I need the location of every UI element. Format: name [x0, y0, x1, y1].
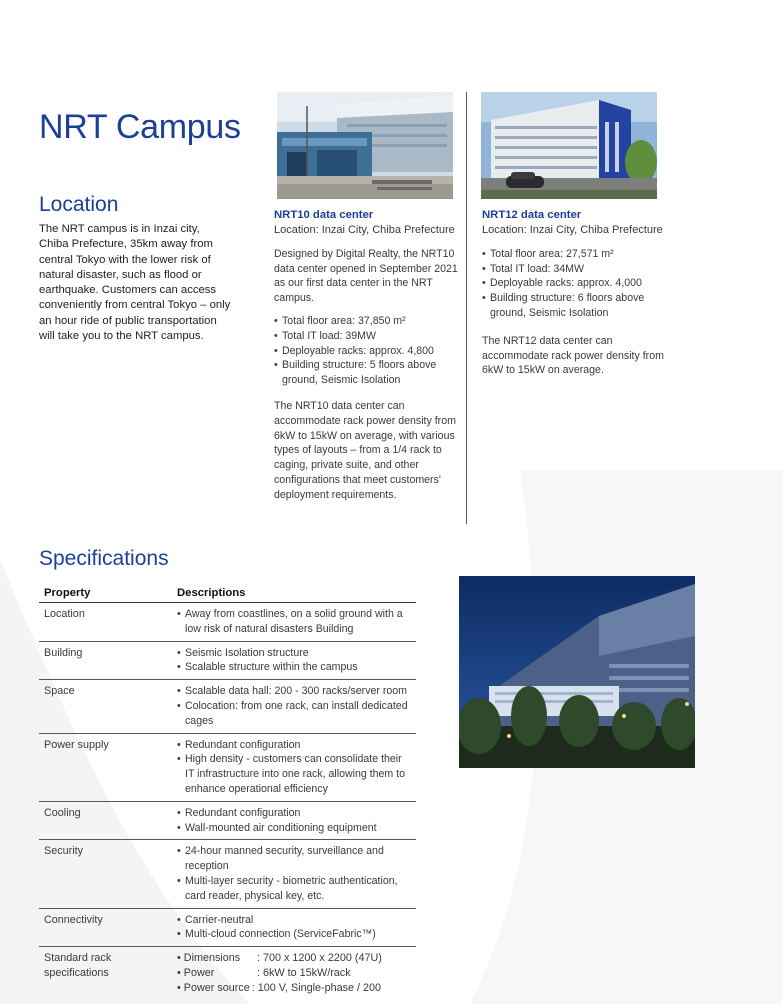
column-header-property: Property — [39, 585, 172, 603]
nrt10-photo — [277, 92, 453, 199]
list-item: • Deployable racks: approx. 4,800 — [274, 344, 459, 359]
list-item: • Multi-layer security - biometric authentication, card reader, physical key, etc. — [177, 874, 411, 904]
description-list — [177, 844, 411, 903]
specifications-table — [39, 585, 416, 1000]
location-text: The NRT campus is in Inzai city, Chiba Prefecture, 35km away from central Tokyo with the lower risk of natural disaster, such as flood or earthquake. Customers can access conveniently from central Tokyo – only an hour ride of public transportation will take you to the NRT campus. — [39, 223, 231, 343]
property-cell: Space — [39, 680, 172, 733]
description-list — [177, 738, 411, 797]
list-item: • Redundant configuration — [177, 806, 411, 821]
property-cell: Cooling — [39, 801, 172, 840]
list-item: • Total IT load: 34MW — [482, 262, 672, 277]
rack-power-source: • Power source : 100 V, Single-phase / 200 — [177, 981, 382, 994]
description-list — [177, 646, 411, 676]
property-cell: Connectivity — [39, 908, 172, 947]
list-item: • Seismic Isolation structure — [177, 646, 411, 661]
property-cell: Security — [39, 840, 172, 908]
list-item: • Colocation: from one rack, can install dedicated cages — [177, 699, 411, 729]
nrt10-closing: The NRT10 data center can accommodate rack power density from 6kW to 15kW on average, with various types of layouts – from a 1/4 rack to caging, private suite, and other configurations that meet customers' deployment requirements. — [274, 399, 456, 501]
rack-power-source-label: Power source — [183, 981, 250, 994]
property-cell: Building — [39, 641, 172, 680]
table-header-row — [39, 585, 416, 603]
column-header-descriptions: Descriptions — [172, 585, 416, 603]
nrt12-column — [482, 208, 672, 378]
rack-dimensions-value: : 700 x 1200 x 2200 (47U) — [257, 952, 382, 965]
table-row — [39, 840, 416, 908]
nrt12-title: NRT12 data center — [482, 209, 582, 221]
page-title: NRT Campus — [39, 108, 241, 146]
list-item: • 24-hour manned security, surveillance and reception — [177, 844, 411, 874]
nrt12-bullets — [482, 247, 672, 321]
rack-dimensions: • Dimensions : 700 x 1200 x 2200 (47U) — [177, 952, 382, 965]
specifications-heading: Specifications — [39, 547, 169, 570]
list-item: • Total floor area: 27,571 m² — [482, 247, 672, 262]
description-cell — [172, 641, 416, 680]
rack-power-value: : 6kW to 15kW/rack — [257, 966, 351, 979]
campus-night-photo — [459, 576, 695, 768]
list-item: • Scalable structure within the campus — [177, 660, 411, 675]
description-list — [177, 913, 411, 943]
description-cell — [172, 733, 416, 801]
specifications-body — [39, 603, 416, 947]
rack-dimensions-label: Dimensions — [183, 952, 241, 965]
list-item: • Redundant configuration — [177, 738, 411, 753]
property-cell: Standard rack specifications — [44, 952, 112, 979]
location-heading: Location — [39, 193, 119, 216]
table-row — [39, 947, 416, 1000]
list-item: • Total floor area: 37,850 m² — [274, 314, 459, 329]
table-row — [39, 801, 416, 840]
nrt12-closing: The NRT12 data center can accommodate rack power density from 6kW to 15kW on average. — [482, 334, 664, 377]
nrt10-location: Location: Inzai City, Chiba Prefecture — [274, 224, 455, 236]
list-item: • Wall-mounted air conditioning equipment — [177, 821, 411, 836]
description-list — [177, 806, 411, 836]
description-cell — [172, 840, 416, 908]
list-item: • High density - customers can consolidate their IT infrastructure into one rack, allowing them to enhance operational efficiency — [177, 752, 411, 796]
description-cell — [172, 947, 416, 1000]
table-row — [39, 641, 416, 680]
rack-power-source-value: : 100 V, Single-phase / 200 — [251, 981, 382, 994]
list-item: • Building structure: 6 floors above ground, Seismic Isolation — [482, 291, 672, 321]
column-divider — [466, 92, 467, 524]
description-list — [177, 607, 411, 637]
description-cell — [172, 680, 416, 733]
property-cell: Power supply — [39, 733, 172, 801]
nrt12-location: Location: Inzai City, Chiba Prefecture — [482, 224, 663, 236]
list-item: • Multi-cloud connection (ServiceFabric™) — [177, 927, 411, 942]
description-cell — [172, 801, 416, 840]
rack-power-label: Power — [183, 966, 215, 979]
list-item: • Building structure: 5 floors above ground, Seismic Isolation — [274, 358, 459, 388]
table-row — [39, 908, 416, 947]
description-cell — [172, 603, 416, 642]
table-row — [39, 733, 416, 801]
nrt10-column — [274, 208, 459, 503]
nrt10-intro: Designed by Digital Realty, the NRT10 data center opened in September 2021 as our first data center in the NRT campus. — [274, 247, 458, 305]
rack-power: • Power : 6kW to 15kW/rack — [177, 966, 351, 979]
list-item: • Scalable data hall: 200 - 300 racks/server room — [177, 684, 411, 699]
description-cell — [172, 908, 416, 947]
table-row — [39, 603, 416, 642]
list-item: • Away from coastlines, on a solid ground with a low risk of natural disasters Building — [177, 607, 411, 637]
nrt10-title: NRT10 data center — [274, 209, 374, 221]
description-list — [177, 684, 411, 728]
nrt10-bullets — [274, 314, 459, 388]
list-item: • Total IT load: 39MW — [274, 329, 459, 344]
list-item: • Deployable racks: approx. 4,000 — [482, 276, 672, 291]
property-cell: Location — [39, 603, 172, 642]
list-item: • Carrier-neutral — [177, 913, 411, 928]
nrt12-photo — [481, 92, 657, 199]
table-row — [39, 680, 416, 733]
